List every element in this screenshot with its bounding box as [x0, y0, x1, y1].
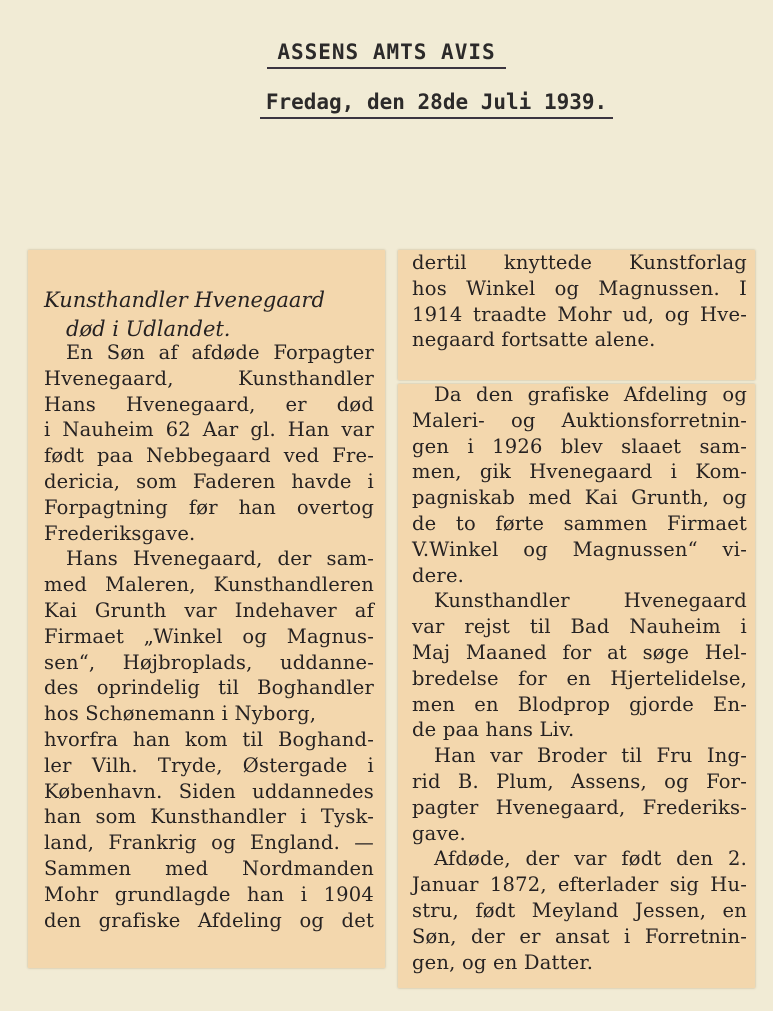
- text-line: pagter Hvenegaard, Frederiks-: [412, 795, 747, 819]
- article-column-1: [44, 340, 374, 933]
- clipping-left: [28, 250, 385, 968]
- text-line: Frederiksgave.: [44, 521, 196, 545]
- text-line: En Søn af afdøde Forpagter: [66, 341, 374, 364]
- text-line: des oprindelig til Boghandler: [44, 676, 374, 700]
- text-line: stru, født Meyland Jessen, en: [412, 898, 747, 922]
- text-line: Januar 1872, efterlader sig Hu-: [412, 873, 747, 897]
- text-line: Kunsthandler Hvenegaard: [434, 589, 747, 613]
- text-line: men en Blodprop gjorde En-: [412, 692, 747, 716]
- text-line: Hvenegaard, Kunsthandler: [44, 366, 374, 390]
- article-title: Kunsthandler Hvenegaard død i Udlandet.: [44, 288, 325, 341]
- text-line: Da den grafiske Afdeling og: [434, 383, 747, 406]
- text-line: Mohr grundlagde han i 1904: [44, 882, 374, 906]
- text-line: Forpagtning før han overtog: [44, 495, 374, 519]
- text-line: men, gik Hvenegaard i Kom-: [412, 460, 747, 484]
- text-line: de paa hans Liv.: [412, 718, 575, 742]
- text-line: hos Schønemann i Nyborg,: [44, 702, 317, 726]
- text-line: gen, og en Datter.: [412, 950, 594, 974]
- text-line: Hans Hvenegaard, er død: [44, 392, 374, 416]
- text-line: dere.: [412, 563, 465, 587]
- text-line: ler Vilh. Tryde, Østergade i: [44, 753, 374, 777]
- text-line: Maleri- og Auktionsforretnin-: [412, 408, 747, 432]
- text-line: gen i 1926 blev slaaet sam-: [412, 434, 747, 458]
- text-line: Kai Grunth var Indehaver af: [44, 598, 374, 622]
- text-line: han som Kunsthandler i Tysk-: [44, 805, 374, 829]
- text-line: 1914 traadte Mohr ud, og Hve-: [412, 302, 747, 326]
- text-line: Hans Hvenegaard, der sam-: [66, 547, 374, 571]
- newspaper-date: Fredag, den 28de Juli 1939.: [50, 90, 773, 114]
- text-line: gave.: [412, 821, 466, 845]
- article-column-2b: [412, 382, 747, 975]
- text-line: i Nauheim 62 Aar gl. Han var: [44, 418, 374, 442]
- text-line: Sammen med Nordmanden: [44, 856, 374, 880]
- text-line: Firmaet „Winkel og Magnus-: [44, 624, 374, 648]
- text-line: bredelse for en Hjertelidelse,: [412, 666, 747, 690]
- text-line: var rejst til Bad Nauheim i: [412, 615, 747, 639]
- text-line: rid B. Plum, Assens, og For-: [412, 769, 747, 793]
- newspaper-name: ASSENS AMTS AVIS: [0, 40, 773, 64]
- text-line: den grafiske Afdeling og det: [44, 908, 374, 932]
- text-line: negaard fortsatte alene.: [412, 328, 656, 352]
- text-line: dericia, som Faderen havde i: [44, 469, 374, 493]
- text-line: født paa Nebbegaard ved Fre-: [44, 444, 374, 468]
- text-line: Maj Maaned for at søge Hel-: [412, 640, 747, 664]
- article-column-2a: [412, 250, 747, 353]
- text-line: med Maleren, Kunsthandleren: [44, 573, 374, 597]
- text-line: hvorfra han kom til Boghand-: [44, 727, 374, 751]
- text-line: sen“, Højbroplads, uddanne-: [44, 650, 374, 674]
- text-line: hos Winkel og Magnussen. I: [412, 276, 747, 300]
- text-line: Han var Broder til Fru Ing-: [434, 744, 747, 768]
- clipping-right-bottom: [398, 384, 755, 988]
- text-line: København. Siden uddannedes: [44, 779, 374, 803]
- clipping-right-top: [398, 250, 755, 380]
- text-line: Søn, der er ansat i Forretnin-: [412, 924, 747, 948]
- text-line: land, Frankrig og England. —: [44, 831, 374, 855]
- text-line: V.Winkel og Magnussen“ vi-: [412, 537, 747, 561]
- text-line: dertil knyttede Kunstforlag: [412, 251, 747, 274]
- text-line: Afdøde, der var født den 2.: [434, 847, 747, 871]
- text-line: pagniskab med Kai Grunth, og: [412, 486, 747, 510]
- text-line: de to førte sammen Firmaet: [412, 511, 747, 535]
